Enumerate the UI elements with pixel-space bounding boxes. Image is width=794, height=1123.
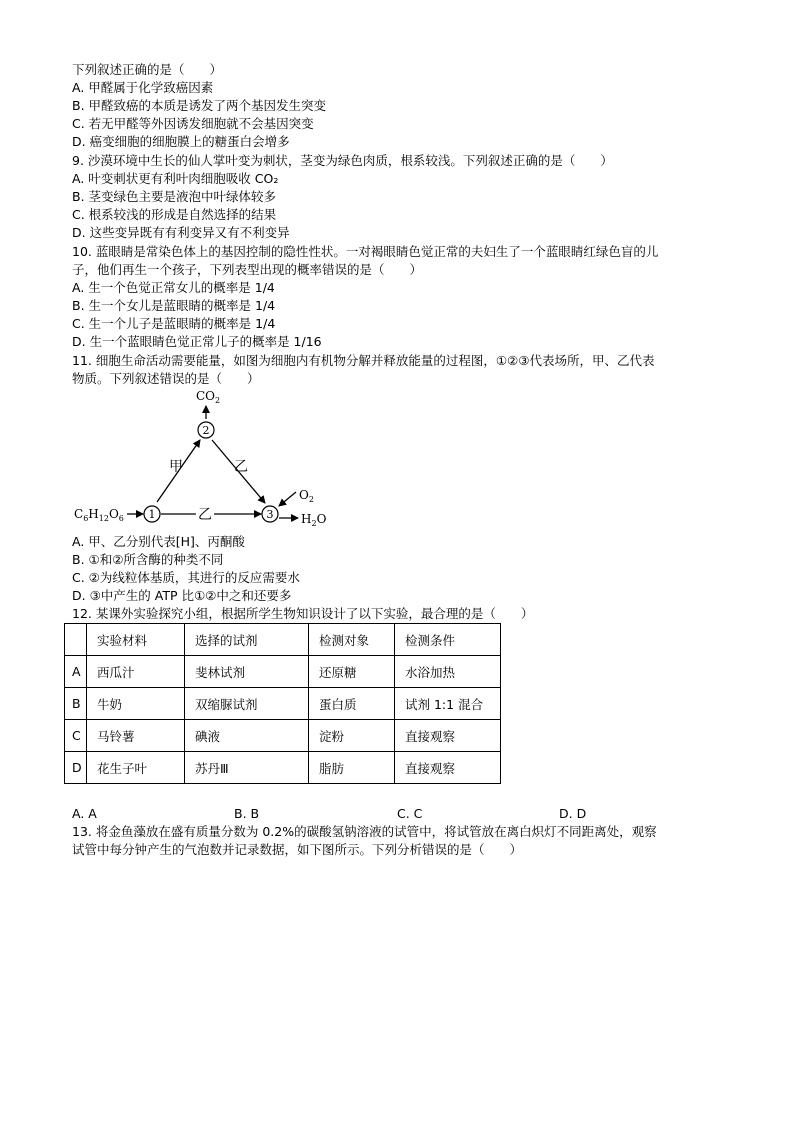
table-cell: 直接观察 bbox=[395, 720, 501, 752]
table-cell: 斐林试剂 bbox=[185, 656, 309, 688]
option-8-d: D. 癌变细胞的细胞膜上的糖蛋白会增多 bbox=[72, 134, 290, 149]
table-cell: 还原糖 bbox=[309, 656, 395, 688]
glucose-label: $C_6H_{12}O_6$ bbox=[74, 507, 124, 523]
label-yi-upper: 乙 bbox=[234, 459, 248, 475]
question-8-stem: 下列叙述正确的是（ ） bbox=[72, 62, 223, 77]
option-9-b: B. 茎变绿色主要是液泡中叶绿体较多 bbox=[72, 189, 277, 204]
table-header-cell: 检测对象 bbox=[309, 624, 395, 656]
table-row bbox=[65, 720, 501, 752]
question-12-stem: 12. 某课外实验探究小组，根据所学生物知识设计了以下实验，最合理的是（ ） bbox=[72, 606, 534, 621]
option-11-c: C. ②为线粒体基质，其进行的反应需要水 bbox=[72, 570, 300, 585]
table-header-cell: 选择的试剂 bbox=[185, 624, 309, 656]
table-cell: 碘液 bbox=[185, 720, 309, 752]
table-row bbox=[65, 688, 501, 720]
table-cell: 苏丹Ⅲ bbox=[185, 752, 309, 784]
option-10-c: C. 生一个儿子是蓝眼睛的概率是 1/4 bbox=[72, 316, 276, 331]
answer-choice-c: C. C bbox=[397, 806, 423, 821]
h2o-label: $H_2O$ bbox=[301, 512, 327, 528]
option-11-a: A. 甲、乙分别代表[H]、丙酮酸 bbox=[72, 534, 245, 549]
question-10-stem-line2: 子，他们再生一个孩子，下列表型出现的概率错误的是（ ） bbox=[72, 262, 423, 277]
table-cell: 西瓜汁 bbox=[87, 656, 185, 688]
table-cell: 试剂 1:1 混合 bbox=[395, 688, 501, 720]
option-10-b: B. 生一个女儿是蓝眼睛的概率是 1/4 bbox=[72, 298, 276, 313]
table-cell: 脂肪 bbox=[309, 752, 395, 784]
table-header-row bbox=[65, 624, 501, 656]
node-2-label: 2 bbox=[202, 424, 210, 437]
label-yi-lower: 乙 bbox=[198, 507, 212, 523]
table-header-cell: 实验材料 bbox=[87, 624, 185, 656]
table-row bbox=[65, 752, 501, 784]
table-header-cell bbox=[65, 624, 87, 656]
table-cell: 蛋白质 bbox=[309, 688, 395, 720]
answer-choice-b: B. B bbox=[234, 806, 260, 821]
experiment-table bbox=[64, 623, 501, 784]
table-cell: 牛奶 bbox=[87, 688, 185, 720]
question-11-stem-line1: 11. 细胞生命活动需要能量，如图为细胞内有机物分解并释放能量的过程图，①②③代表场所，甲、乙代表 bbox=[72, 353, 655, 368]
table-header-cell: 检测条件 bbox=[395, 624, 501, 656]
question-11-stem-line2: 物质。下列叙述错误的是（ ） bbox=[72, 371, 260, 386]
node-1-label: 1 bbox=[148, 508, 156, 521]
table-cell: 马铃薯 bbox=[87, 720, 185, 752]
option-9-a: A. 叶变刺状更有利叶肉细胞吸收 CO₂ bbox=[72, 171, 279, 186]
option-9-d: D. 这些变异既有有利变异又有不利变异 bbox=[72, 225, 290, 240]
table-cell: A bbox=[65, 656, 87, 688]
option-10-a: A. 生一个色觉正常女儿的概率是 1/4 bbox=[72, 280, 275, 295]
table-cell: 直接观察 bbox=[395, 752, 501, 784]
question-9-stem: 9. 沙漠环境中生长的仙人掌叶变为刺状，茎变为绿色肉质，根系较浅。下列叙述正确的是（ ） bbox=[72, 153, 613, 168]
table-cell: B bbox=[65, 688, 87, 720]
answer-choice-a: A. A bbox=[72, 806, 97, 821]
table-cell: 水浴加热 bbox=[395, 656, 501, 688]
arrow-o2-to-node3 bbox=[279, 492, 296, 506]
option-11-b: B. ①和②所含酶的种类不同 bbox=[72, 552, 224, 567]
option-8-a: A. 甲醛属于化学致癌因素 bbox=[72, 80, 214, 95]
table-cell: 花生子叶 bbox=[87, 752, 185, 784]
node-3-label: 3 bbox=[266, 508, 274, 521]
respiration-pathway-diagram bbox=[68, 386, 368, 534]
option-8-b: B. 甲醛致癌的本质是诱发了两个基因发生突变 bbox=[72, 98, 327, 113]
option-8-c: C. 若无甲醛等外因诱发细胞就不会基因突变 bbox=[72, 116, 314, 131]
table-cell: 淀粉 bbox=[309, 720, 395, 752]
co2-label: $CO_2$ bbox=[196, 389, 221, 405]
question-10-stem-line1: 10. 蓝眼睛是常染色体上的基因控制的隐性性状。一对褐眼睛色觉正常的夫妇生了一个蓝眼睛红绿色盲的儿 bbox=[72, 244, 659, 259]
option-11-d: D. ③中产生的 ATP 比①②中之和还要多 bbox=[72, 588, 292, 603]
question-13-stem-line2: 试管中每分钟产生的气泡数并记录数据，如下图所示。下列分析错误的是（ ） bbox=[72, 842, 523, 857]
table-cell: 双缩脲试剂 bbox=[185, 688, 309, 720]
table-cell: D bbox=[65, 752, 87, 784]
label-jia: 甲 bbox=[169, 459, 183, 475]
option-9-c: C. 根系较浅的形成是自然选择的结果 bbox=[72, 207, 277, 222]
question-13-stem-line1: 13. 将金鱼藻放在盛有质量分数为 0.2%的碳酸氢钠溶液的试管中，将试管放在离白炽灯不同距离处，观察 bbox=[72, 824, 657, 839]
answer-choice-d: D. D bbox=[559, 806, 587, 821]
o2-label: $O_2$ bbox=[299, 488, 314, 504]
table-row bbox=[65, 656, 501, 688]
option-10-d: D. 生一个蓝眼睛色觉正常儿子的概率是 1/16 bbox=[72, 334, 322, 349]
table-cell: C bbox=[65, 720, 87, 752]
